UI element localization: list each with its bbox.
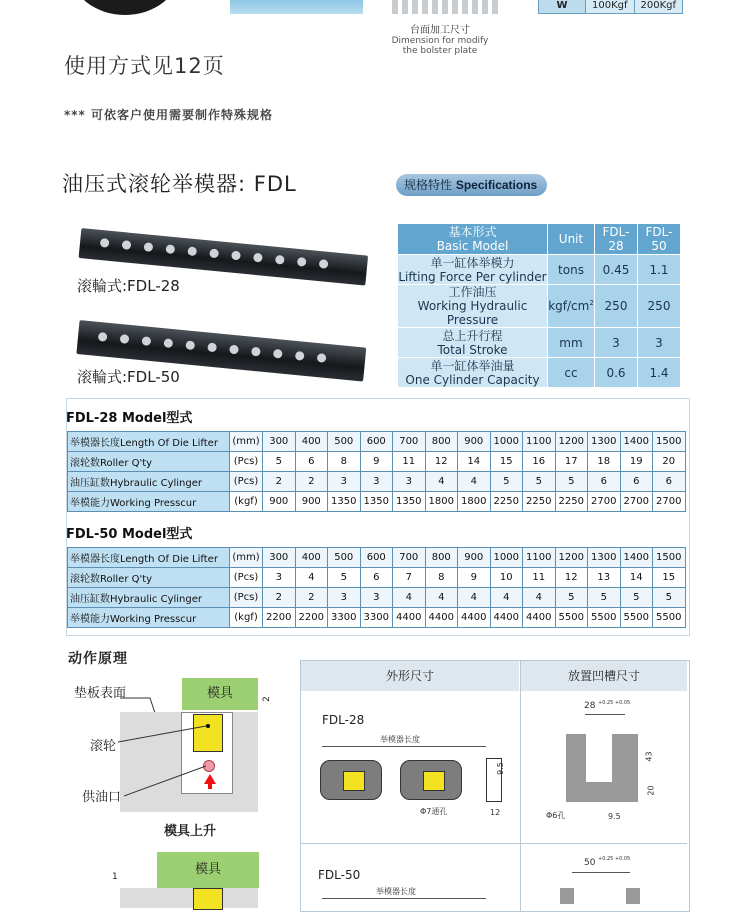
fdl50-label: 滚輪式:FDL-50: [77, 368, 180, 386]
fdl28-plate-right: [400, 760, 462, 800]
table-cell: 17: [555, 452, 588, 472]
top-spec-table-fragment: [538, 0, 683, 14]
table-cell: 19: [620, 452, 653, 472]
table-cell: 5: [653, 588, 686, 608]
table-cell: 4: [295, 568, 328, 588]
table-cell: 2: [263, 472, 296, 492]
spec-unit-text: kgf/cm: [548, 299, 590, 313]
spec-row: [398, 255, 681, 285]
table-cell: 3: [328, 588, 361, 608]
table-cell: 500: [328, 548, 361, 568]
groove-slot-50: [574, 888, 626, 904]
table-row: [68, 452, 686, 472]
groove-28-dim: 28: [584, 701, 596, 711]
table-cell: 400: [295, 432, 328, 452]
table-cell: 2: [263, 588, 296, 608]
table-cell: 12: [425, 452, 458, 472]
table-cell: 5: [523, 472, 556, 492]
table-cell: 5: [620, 588, 653, 608]
table-cell: 3: [263, 568, 296, 588]
spec-row-en: One Cylinder Capacity: [405, 372, 540, 387]
groove-slot: [586, 734, 612, 782]
spec-row: [398, 285, 681, 328]
table-row: [68, 472, 686, 492]
table-cell: 1000: [490, 432, 523, 452]
table-cell: 1350: [393, 492, 426, 512]
dim-43: 43: [644, 751, 654, 762]
table-cell: 3: [360, 472, 393, 492]
table-cell: 6: [620, 472, 653, 492]
fdl28-drawing-label: FDL-28: [322, 713, 365, 727]
table-cell: 2700: [620, 492, 653, 512]
length-dimension-line: [322, 746, 486, 747]
table-cell: 700: [393, 548, 426, 568]
table-cell: 900: [458, 548, 491, 568]
spec-row-v1: 250: [595, 285, 638, 328]
spec-row-en: Lifting Force Per cylinder: [398, 269, 547, 284]
table-cell: 900: [263, 492, 296, 512]
oil-port-label: 供油口: [82, 790, 122, 805]
table-cell: 6: [360, 568, 393, 588]
spec-row-v1: 0.6: [595, 358, 638, 388]
groove-28-tolerance: +0.25 +0.05: [598, 700, 631, 706]
table-row: [68, 548, 686, 568]
table-cell: 4: [458, 472, 491, 492]
table-cell: 4: [425, 588, 458, 608]
spec-header-unit: Unit: [548, 224, 595, 255]
table-row: [68, 568, 686, 588]
table-cell: 4: [523, 588, 556, 608]
spec-header-cn: 基本形式: [448, 225, 497, 239]
table-cell: 15: [490, 452, 523, 472]
table-row: [68, 608, 686, 628]
table-cell: 11: [393, 452, 426, 472]
table-row: [68, 432, 686, 452]
roller-block-2: [193, 888, 223, 910]
spec-row-unit: [548, 285, 595, 328]
table-cell: 5: [588, 588, 621, 608]
table-cell: 3300: [328, 608, 361, 628]
bolster-caption-cn: 台面加工尺寸: [410, 25, 470, 36]
table-cell: 900: [295, 492, 328, 512]
mold-block: 模具: [182, 678, 258, 710]
hole-7-label: Φ7通孔: [420, 807, 448, 816]
table-cell: 2200: [295, 608, 328, 628]
table-cell: 2: [295, 472, 328, 492]
table-cell: 500: [328, 432, 361, 452]
table-cell: 13: [588, 568, 621, 588]
row-unit: (mm): [230, 548, 263, 568]
spec-row-v1: 3: [595, 328, 638, 358]
spec-row-unit: cc: [548, 358, 595, 388]
table-cell: 14: [458, 452, 491, 472]
spec-row-cn: 总上升行程: [442, 328, 503, 343]
custom-note: *** 可依客户使用需要制作特殊规格: [64, 108, 274, 122]
row-name: 滚轮数Roller Q'ty: [68, 568, 230, 588]
table-cell: 2700: [588, 492, 621, 512]
bolster-base-2: [120, 888, 258, 908]
table-cell: 400: [295, 548, 328, 568]
table-cell: 1100: [523, 548, 556, 568]
table-cell: 5: [490, 472, 523, 492]
spec-row-v2: 1.4: [638, 358, 681, 388]
spec-row-cn: 单一缸体举油量: [430, 358, 515, 373]
table-cell: 6: [588, 472, 621, 492]
outline-dimension-header: 外形尺寸: [301, 661, 519, 691]
dim-9-5-groove: 9.5: [608, 812, 621, 821]
blue-plate-image: [230, 0, 363, 14]
table-cell: 1350: [328, 492, 361, 512]
table-cell: 1400: [620, 432, 653, 452]
top-table-label: W: [539, 0, 586, 14]
operation-title: 动作原理: [68, 651, 128, 667]
spec-row-en: Total Stroke: [437, 342, 508, 357]
row-unit: (Pcs): [230, 568, 263, 588]
section-title: 油压式滚轮举模器: FDL: [62, 172, 297, 196]
spec-header-en: Basic Model: [436, 239, 509, 253]
table-cell: 4400: [393, 608, 426, 628]
top-table-v1: 100Kgf: [586, 0, 635, 14]
table-cell: 3: [328, 472, 361, 492]
table-cell: 4400: [458, 608, 491, 628]
spec-row-v1: 0.45: [595, 255, 638, 285]
fdl28-plate-left: [320, 760, 382, 800]
table-row: [68, 492, 686, 512]
table-cell: 1000: [490, 548, 523, 568]
fdl50-drawing-label: FDL-50: [318, 868, 361, 882]
table-cell: 1350: [360, 492, 393, 512]
dim-9-5: 9.5: [495, 762, 505, 775]
table-cell: 600: [360, 432, 393, 452]
roller-label: 滚轮: [90, 739, 117, 754]
top-table-v2: 200Kgf: [634, 0, 683, 14]
row-unit: (Pcs): [230, 472, 263, 492]
gap-2-label: 2: [261, 696, 272, 702]
row-name: 举模器长度Length Of Die Lifter: [68, 548, 230, 568]
table-cell: 5: [555, 588, 588, 608]
table-cell: 3300: [360, 608, 393, 628]
table-cell: 300: [263, 432, 296, 452]
table-cell: 5500: [555, 608, 588, 628]
spec-row-cn: 工作油压: [448, 285, 497, 299]
table-cell: 2250: [555, 492, 588, 512]
row-name: 举模能力Working Presscur: [68, 608, 230, 628]
row-unit: (Pcs): [230, 452, 263, 472]
table-cell: 3: [360, 588, 393, 608]
spec-row-v2: 250: [638, 285, 681, 328]
row-name: 滚轮数Roller Q'ty: [68, 452, 230, 472]
table-cell: 11: [523, 568, 556, 588]
table-cell: 4: [458, 588, 491, 608]
bolster-caption-en-2: the bolster plate: [402, 46, 478, 56]
roller-window: [423, 771, 445, 791]
table-cell: 18: [588, 452, 621, 472]
mold-rise-label: 模具上升: [164, 824, 217, 839]
spec-row-v2: 1.1: [638, 255, 681, 285]
table-cell: 2250: [523, 492, 556, 512]
spec-table: [397, 223, 681, 388]
table-cell: 600: [360, 548, 393, 568]
table-cell: 4: [490, 588, 523, 608]
groove-dimension-header: 放置凹槽尺寸: [521, 661, 687, 691]
row-unit: (Pcs): [230, 588, 263, 608]
groove-50-line: [572, 872, 630, 873]
table-cell: 2700: [653, 492, 686, 512]
table-cell: 4400: [523, 608, 556, 628]
table-cell: 4: [425, 472, 458, 492]
spec-row-cn: 单一缸体举模力: [430, 255, 515, 270]
row-unit: (kgf): [230, 608, 263, 628]
dim-20: 20: [646, 785, 656, 796]
table-cell: 7: [393, 568, 426, 588]
plate-surface-label: 垫板表面: [74, 686, 127, 701]
spec-table-header: [398, 224, 681, 255]
fdl50-model-table: [67, 547, 686, 628]
table-cell: 1200: [555, 432, 588, 452]
table-cell: 1300: [588, 432, 621, 452]
table-cell: 1300: [588, 548, 621, 568]
page-reference: 使用方式见12页: [64, 54, 225, 78]
table-cell: 5500: [620, 608, 653, 628]
table-cell: 300: [263, 548, 296, 568]
spec-row-unit: mm: [548, 328, 595, 358]
table-cell: 1500: [653, 432, 686, 452]
panel-divider: [520, 661, 521, 911]
spec-row-unit: tons: [548, 255, 595, 285]
spec-row: [398, 358, 681, 388]
table-cell: 4: [393, 588, 426, 608]
table-cell: 2200: [263, 608, 296, 628]
table-cell: 14: [620, 568, 653, 588]
table-cell: 8: [328, 452, 361, 472]
specifications-pill: [396, 174, 547, 196]
roller-window: [343, 771, 365, 791]
length-label-50: 举模器长度: [376, 887, 416, 896]
table-cell: 1500: [653, 548, 686, 568]
spec-row-en: Working Hydraulic Pressure: [417, 299, 528, 327]
row-name: 油压缸数Hybraulic Cylinger: [68, 472, 230, 492]
row-unit: (kgf): [230, 492, 263, 512]
row-unit: (mm): [230, 432, 263, 452]
table-cell: 6: [653, 472, 686, 492]
roller-leader-line: [118, 722, 210, 748]
table-cell: 1800: [425, 492, 458, 512]
table-cell: 800: [425, 548, 458, 568]
table-cell: 10: [490, 568, 523, 588]
spec-row-v2: 3: [638, 328, 681, 358]
length-dimension-line-50: [322, 898, 486, 899]
table-cell: 4400: [490, 608, 523, 628]
groove-28-line: [585, 714, 625, 715]
table-cell: 16: [523, 452, 556, 472]
spec-header-m1: FDL-28: [595, 224, 638, 255]
table-cell: 5500: [653, 608, 686, 628]
dim-12: 12: [490, 808, 501, 817]
table-cell: 9: [458, 568, 491, 588]
table-cell: 15: [653, 568, 686, 588]
fdl50-model-title: FDL-50 Model型式: [66, 527, 193, 542]
table-cell: 1800: [458, 492, 491, 512]
table-cell: 1400: [620, 548, 653, 568]
table-cell: 5: [263, 452, 296, 472]
unit-superscript: 2: [589, 299, 594, 307]
bolster-caption-en-1: Dimension for modify: [391, 36, 489, 46]
table-cell: 1100: [523, 432, 556, 452]
table-cell: 20: [653, 452, 686, 472]
table-cell: 5500: [588, 608, 621, 628]
table-cell: 5: [328, 568, 361, 588]
panel-separator: [301, 843, 687, 844]
spec-header-m2: FDL-50: [638, 224, 681, 255]
gap-1-label: 1: [112, 872, 118, 882]
cylinder-product-image: [70, 0, 180, 15]
table-cell: 4400: [425, 608, 458, 628]
row-name: 举模器长度Length Of Die Lifter: [68, 432, 230, 452]
table-cell: 6: [295, 452, 328, 472]
table-cell: 3: [393, 472, 426, 492]
fdl28-model-title: FDL-28 Model型式: [66, 411, 193, 426]
table-cell: 900: [458, 432, 491, 452]
groove-50-tolerance: +0.25 +0.05: [598, 856, 631, 862]
fdl28-model-table: [67, 431, 686, 512]
table-cell: 700: [393, 432, 426, 452]
row-name: 油压缸数Hybraulic Cylinger: [68, 588, 230, 608]
bolster-plate-drawing: [392, 0, 502, 14]
table-cell: 2250: [490, 492, 523, 512]
table-cell: 8: [425, 568, 458, 588]
length-label: 举模器长度: [380, 735, 420, 744]
fdl28-label: 滚輪式:FDL-28: [77, 277, 180, 295]
table-cell: 12: [555, 568, 588, 588]
table-cell: 9: [360, 452, 393, 472]
oil-leader-line: [124, 762, 214, 800]
table-row: [68, 588, 686, 608]
groove-50-dim: 50: [584, 858, 596, 868]
hole-6-label: Φ6孔: [546, 811, 566, 820]
spec-row: [398, 328, 681, 358]
table-cell: 2: [295, 588, 328, 608]
row-name: 举模能力Working Presscur: [68, 492, 230, 512]
spec-pill-en: Specifications: [455, 178, 538, 192]
table-cell: 5: [555, 472, 588, 492]
table-cell: 800: [425, 432, 458, 452]
mold-block-2: 模具: [157, 852, 259, 888]
spec-pill-cn: 规格特性: [404, 178, 453, 192]
table-cell: 1200: [555, 548, 588, 568]
